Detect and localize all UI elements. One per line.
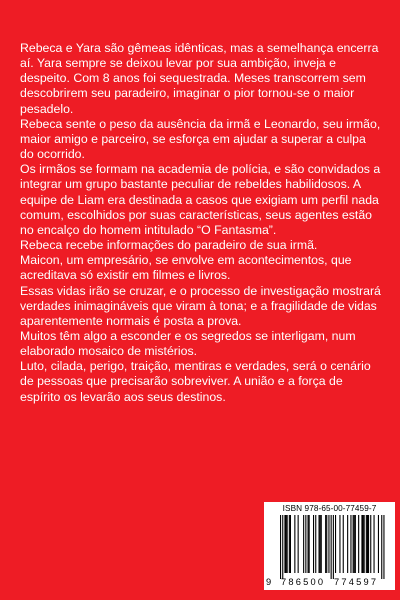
barcode-digit-group: 786500 [281, 577, 326, 587]
blurb-paragraph: Os irmãos se formam na academia de polícia, e são convidados a integrar um grupo bastante peculiar de rebeldes habilidosos. A equipe de Liam era destinada a casos que exigiam um perfil nada comum, escolhidos por suas características, seus agentes estão no encalço do homem intitulado “O Fantasma”. [20, 162, 381, 237]
barcode-bar [280, 515, 281, 579]
blurb-paragraph: Maicon, um empresário, se envolve em acontecimentos, que acreditava só existir em filmes e livros. [20, 253, 352, 283]
blurb-paragraph: Rebeca recebe informações do paradeiro de sua irmã. [20, 238, 318, 253]
barcode-bar [284, 515, 285, 573]
barcode-bar [303, 515, 304, 573]
barcode-bar [358, 515, 359, 573]
barcode-bar [370, 515, 371, 573]
barcode-bar [326, 515, 327, 573]
barcode-bar [367, 515, 368, 573]
barcode-bar [315, 515, 316, 573]
back-cover-blurb [20, 41, 382, 405]
blurb-paragraph: Essas vidas irão se cruzar, e o processo de investigação mostrará verdades inimagináveis que viram à tona; e a fragilidade de vidas aparentemente normais é posta a prova. [20, 283, 381, 328]
barcode-bar [290, 515, 291, 573]
barcode-bar [328, 515, 329, 573]
barcode-bar [381, 515, 382, 579]
barcode-bar [364, 515, 365, 573]
barcode-bar [350, 515, 351, 573]
barcode-bar [305, 515, 306, 573]
barcode-bar [354, 515, 355, 573]
blurb-paragraph: Luto, cilada, perigo, traição, mentiras e verdades, será o cenário de pessoas que precisarão sobreviver. A união e a força de espírito os levarão aos seus destinos. [20, 359, 371, 404]
barcode-bar [331, 515, 332, 579]
barcode-bar [289, 515, 290, 573]
barcode-bar [308, 515, 309, 573]
barcode-bar [343, 515, 344, 573]
barcode-bar [347, 515, 348, 573]
barcode-bar [319, 515, 320, 573]
barcode-bar [378, 515, 379, 573]
barcode-bar [374, 515, 375, 573]
barcode-bar [313, 515, 314, 573]
blurb-paragraph: Rebeca e Yara são gêmeas idênticas, mas a semelhança encerra aí. Yara sempre se deixou levar por sua ambição, inveja e despeito. Com 8 anos foi sequestrada. Meses transcorrem sem descobrirem seu paradeiro, imaginar o pior tornou-se o maior pesadelo. [20, 41, 379, 116]
barcode-bar [294, 515, 295, 573]
barcode-icon [272, 515, 387, 579]
barcode-bar [361, 515, 362, 573]
barcode-digit-group: 9 [266, 577, 272, 587]
isbn-label: ISBN 978-65-00-77459-7 [282, 504, 377, 513]
barcode-bar [321, 515, 322, 573]
blurb-paragraph: Rebeca sente o peso da ausência da irmã e Leonardo, seu irmão, maior amigo e parceiro, se esforça em ajudar a superar a culpa do ocorrido. [20, 116, 381, 162]
barcode-bar [320, 515, 321, 573]
barcode-digit-group: 774597 [334, 577, 379, 587]
barcode-bar [282, 515, 283, 579]
barcode-bar [368, 515, 369, 573]
barcode-bar [366, 515, 367, 573]
barcode-bar [353, 515, 354, 573]
barcode-bar [287, 515, 288, 573]
barcode-bar [339, 515, 340, 573]
isbn-barcode-box [264, 502, 395, 590]
barcode-bar [335, 515, 336, 573]
barcode-bar [363, 515, 364, 573]
barcode-bar [298, 515, 299, 573]
barcode-bar [309, 515, 310, 573]
barcode-bar [355, 515, 356, 573]
barcode-bar [383, 515, 384, 579]
blurb-paragraph: Muitos têm algo a esconder e os segredos se interligam, num elaborado mosaico de mistérios. [20, 328, 356, 359]
barcode-bar [286, 515, 287, 573]
barcode-bar [333, 515, 334, 579]
barcode-bar [325, 515, 326, 573]
